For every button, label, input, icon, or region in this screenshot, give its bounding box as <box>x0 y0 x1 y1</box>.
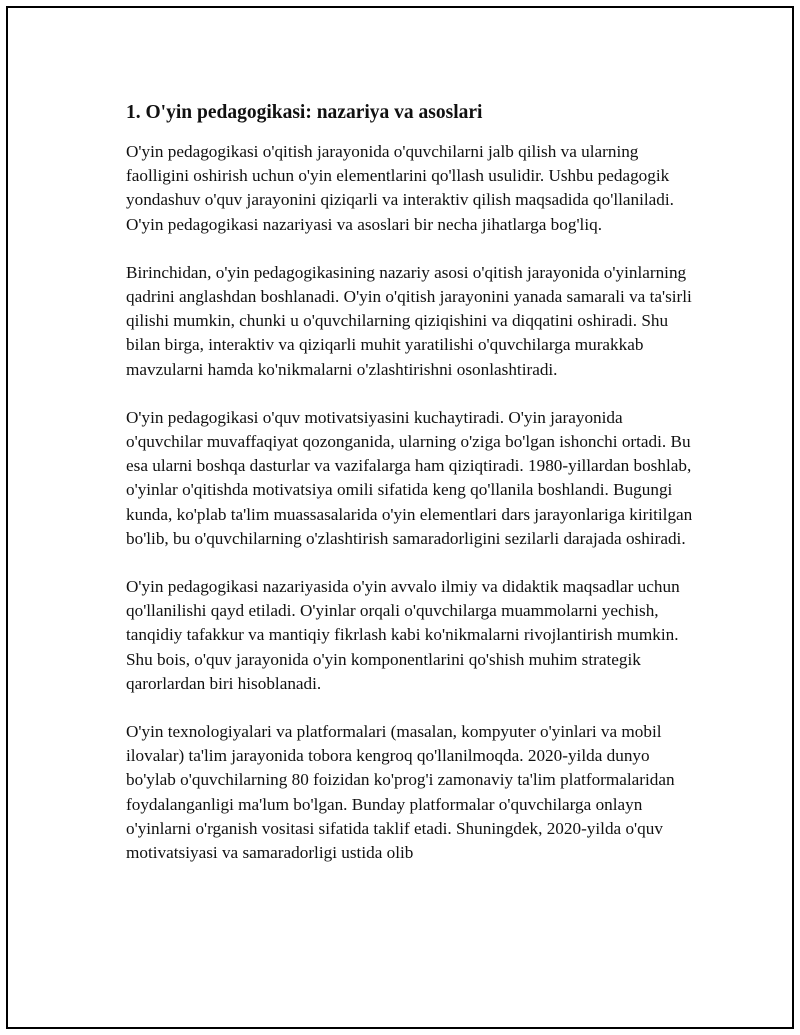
section-heading: 1. O'yin pedagogikasi: nazariya va asoslari <box>126 102 483 123</box>
paragraph: O'yin texnologiyalari va platformalari (masalan, kompyuter o'yinlari va mobil ilovalar) ta'lim jarayonida tobora kengroq qo'llanilmoqda. 2020-yilda dunyo bo'ylab o'quvchilarning 80 foizidan ko'prog'i zamonaviy ta'lim platformalaridan foydalanganligi ma'lum bo'lgan. Bunday platformalar o'quvchilarga onlayn o'yinlarni o'rganish vositasi sifatida taklif etadi. Shuningdek, 2020-yilda o'quv motivatsiyasi va samaradorligi ustida olib <box>126 722 675 863</box>
paragraph: O'yin pedagogikasi nazariyasida o'yin avvalo ilmiy va didaktik maqsadlar uchun qo'llanilishi qayd etiladi. O'yinlar orqali o'quvchilarga muammolarni yechish, tanqidiy tafakkur va mantiqiy fikrlash kabi ko'nikmalarni rivojlantirish mumkin. Shu bois, o'quv jarayonida o'yin komponentlarini qo'shish muhim strategik qarorlardan biri hisoblanadi. <box>126 577 680 693</box>
document-body <box>126 100 696 889</box>
page-frame <box>6 6 794 1029</box>
paragraph: O'yin pedagogikasi o'qitish jarayonida o'quvchilarni jalb qilish va ularning faolligini oshirish uchun o'yin elementlarini qo'llash usulidir. Ushbu pedagogik yondashuv o'quv jarayonini qiziqarli va interaktiv qilish maqsadida qo'llaniladi. O'yin pedagogikasi nazariyasi va asoslari bir necha jihatlarga bog'liq. <box>126 142 674 234</box>
paragraph: Birinchidan, o'yin pedagogikasining nazariy asosi o'qitish jarayonida o'yinlarning qadrini anglashdan boshlanadi. O'yin o'qitish jarayonini yanada samarali va ta'sirli qilishi mumkin, chunki u o'quvchilarning qiziqishini va diqqatini oshiradi. Shu bilan birga, interaktiv va qiziqarli muhit yaratilishi o'quvchilarga murakkab mavzularni hamda ko'nikmalarni o'zlashtirishni osonlashtiradi. <box>126 262 692 379</box>
paragraph: O'yin pedagogikasi o'quv motivatsiyasini kuchaytiradi. O'yin jarayonida o'quvchilar muvaffaqiyat qozonganida, ularning o'ziga bo'lgan ishonchi ortadi. Bu esa ularni boshqa dasturlar va vazifalarga ham qiziqtiradi. 1980-yillardan boshlab, o'yinlar o'qitishda motivatsiya omili sifatida keng qo'llanila boshlandi. Bugungi kunda, ko'plab ta'lim muassasalarida o'yin elementlari dars jarayonlariga kiritilgan bo'lib, bu o'quvchilarning o'zlashtirish samaradorligini sezilarli darajada oshiradi. <box>126 407 693 548</box>
